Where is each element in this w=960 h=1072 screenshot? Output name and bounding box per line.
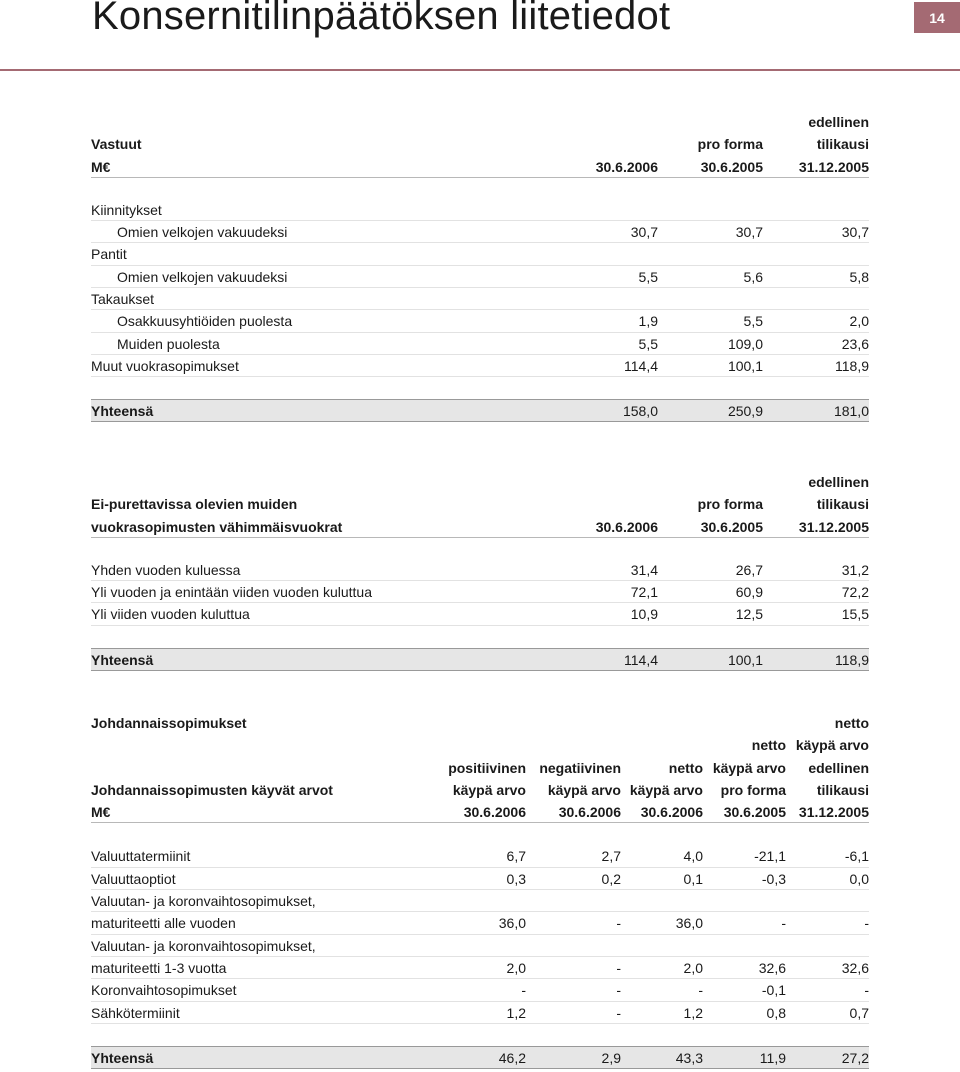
table-header-row: Vastuut pro forma tilikausi — [91, 136, 869, 153]
row-value: 4,0 — [683, 848, 703, 865]
row-label: Omien velkojen vakuudeksi — [117, 224, 288, 241]
row-value: 5,5 — [638, 335, 658, 352]
row-value: 26,7 — [735, 561, 763, 578]
table-row — [91, 221, 869, 243]
row-label: Osakkuusyhtiöiden puolesta — [117, 313, 293, 330]
row-value: 6,7 — [506, 848, 526, 865]
row-label: Pantit — [91, 246, 127, 263]
row-value: - — [864, 915, 869, 932]
table-row — [91, 310, 869, 332]
row-value: 15,5 — [841, 606, 869, 623]
row-value: 5,5 — [743, 313, 763, 330]
row-label: maturiteetti alle vuoden — [91, 915, 236, 932]
table-row — [91, 868, 869, 890]
table-header-row: netto käypä arvo — [751, 737, 869, 754]
spacer — [91, 1024, 869, 1046]
table-row — [91, 957, 869, 979]
table-header-row: M€ 30.6.2006 30.6.2005 31.12.2005 — [91, 156, 869, 178]
table-header-row: positiivinen negatiivinen netto käypä arvo edellinen — [448, 759, 869, 776]
table-row — [91, 333, 869, 355]
row-label: Omien velkojen vakuudeksi — [117, 268, 288, 285]
row-value: 2,0 — [683, 959, 703, 976]
row-value: 32,6 — [758, 959, 786, 976]
guarantees-table — [91, 111, 869, 422]
row-value: 0,3 — [506, 870, 526, 887]
table-row — [91, 845, 869, 867]
page-title: Konsernitilinpäätöksen liitetiedot — [92, 0, 671, 38]
table-header-row: edellinen — [808, 114, 869, 130]
table-row — [91, 603, 869, 625]
row-label: maturiteetti 1-3 vuotta — [91, 959, 227, 976]
table-header-row: M€ 30.6.2006 30.6.2006 30.6.2006 30.6.2005 31.12.2005 — [91, 801, 869, 823]
row-label: Yli viiden vuoden kuluttua — [91, 606, 250, 623]
row-value: 12,5 — [735, 606, 763, 623]
row-value: 1,9 — [638, 313, 658, 330]
table-row — [91, 935, 869, 957]
row-label: Valuuttatermiinit — [91, 848, 191, 865]
row-value: 0,1 — [683, 870, 703, 887]
spacer — [91, 626, 869, 648]
table-row — [91, 1002, 869, 1024]
row-value: 5,6 — [743, 268, 763, 285]
row-value: 109,0 — [727, 335, 763, 352]
row-value: - — [698, 982, 703, 999]
table-row — [91, 890, 869, 912]
row-label: Yli vuoden ja enintään viiden vuoden kuluttua — [91, 584, 372, 601]
row-value: 36,0 — [675, 915, 703, 932]
row-value: -6,1 — [844, 848, 869, 865]
table-row — [91, 288, 869, 310]
row-label: Sähkötermiinit — [91, 1004, 180, 1021]
table-header-row: edellinen — [808, 474, 869, 490]
table-row — [91, 912, 869, 934]
table-total-row: Yhteensä 46,2 2,9 43,3 11,9 27,2 — [91, 1046, 869, 1069]
table-total-row: Yhteensä 158,0 250,9 181,0 — [91, 399, 869, 422]
table-row — [91, 243, 869, 265]
row-value: 1,2 — [506, 1004, 526, 1021]
spacer — [91, 538, 869, 559]
derivatives-table — [91, 712, 869, 1069]
row-value: 0,2 — [601, 870, 621, 887]
table-row — [91, 559, 869, 581]
row-value: 1,2 — [683, 1004, 703, 1021]
row-value: 72,1 — [630, 584, 658, 601]
row-value: - — [616, 959, 621, 976]
row-value: 31,2 — [841, 561, 869, 578]
row-value: - — [864, 982, 869, 999]
row-value: - — [521, 982, 526, 999]
row-value: 30,7 — [841, 224, 869, 241]
row-value: 0,7 — [849, 1004, 869, 1021]
row-value: 60,9 — [735, 584, 763, 601]
table-row — [91, 979, 869, 1001]
row-value: 100,1 — [727, 357, 763, 374]
row-value: 5,8 — [849, 268, 869, 285]
row-label: Valuuttaoptiot — [91, 870, 176, 887]
row-value: 2,0 — [849, 313, 869, 330]
row-value: 10,9 — [630, 606, 658, 623]
row-label: Yhden vuoden kuluessa — [91, 561, 241, 578]
row-value: - — [781, 915, 786, 932]
row-value: 114,4 — [624, 357, 658, 374]
header-rule — [0, 69, 960, 71]
row-label: Koronvaihtosopimukset — [91, 982, 237, 999]
row-value: - — [616, 1004, 621, 1021]
row-value: -0,1 — [761, 982, 786, 999]
table-row — [91, 581, 869, 603]
row-value: - — [616, 982, 621, 999]
row-label: Muut vuokrasopimukset — [91, 357, 239, 374]
row-value: 72,2 — [841, 584, 869, 601]
row-label: Muiden puolesta — [117, 335, 220, 352]
row-value: 32,6 — [841, 959, 869, 976]
row-value: 30,7 — [735, 224, 763, 241]
row-value: 23,6 — [841, 335, 869, 352]
row-label: Valuutan- ja koronvaihtosopimukset, — [91, 937, 316, 954]
row-value: 30,7 — [630, 224, 658, 241]
row-value: 31,4 — [630, 561, 658, 578]
row-label: Kiinnitykset — [91, 201, 162, 218]
table-header-row: vuokrasopimusten vähimmäisvuokrat 30.6.2006 30.6.2005 31.12.2005 — [91, 516, 869, 538]
row-value: -0,3 — [761, 870, 786, 887]
table-header-row: Johdannaissopimusten käyvät arvot käypä arvo käypä arvo käypä arvo pro forma tilikausi — [91, 781, 869, 798]
spacer — [91, 823, 869, 845]
table-header-row: Ei-purettavissa olevien muiden pro forma tilikausi — [91, 496, 869, 513]
table-total-row: Yhteensä 114,4 100,1 118,9 — [91, 648, 869, 671]
row-value: 5,5 — [638, 268, 658, 285]
row-label: Valuutan- ja koronvaihtosopimukset, — [91, 893, 316, 910]
table-row — [91, 199, 869, 221]
page-number-badge: 14 — [914, 2, 960, 33]
table-row — [91, 355, 869, 377]
table-header-row: Johdannaissopimukset netto — [91, 715, 869, 731]
row-value: 36,0 — [498, 915, 526, 932]
spacer — [91, 178, 869, 199]
row-value: 0,0 — [849, 870, 869, 887]
row-value: - — [616, 915, 621, 932]
row-value: 118,9 — [835, 357, 869, 374]
row-value: 0,8 — [766, 1004, 786, 1021]
row-value: -21,1 — [754, 848, 786, 865]
leases-table — [91, 471, 869, 671]
row-label: Takaukset — [91, 291, 155, 308]
row-value: 2,7 — [601, 848, 621, 865]
row-value: 2,0 — [506, 959, 526, 976]
spacer — [91, 377, 869, 399]
table-row — [91, 266, 869, 288]
